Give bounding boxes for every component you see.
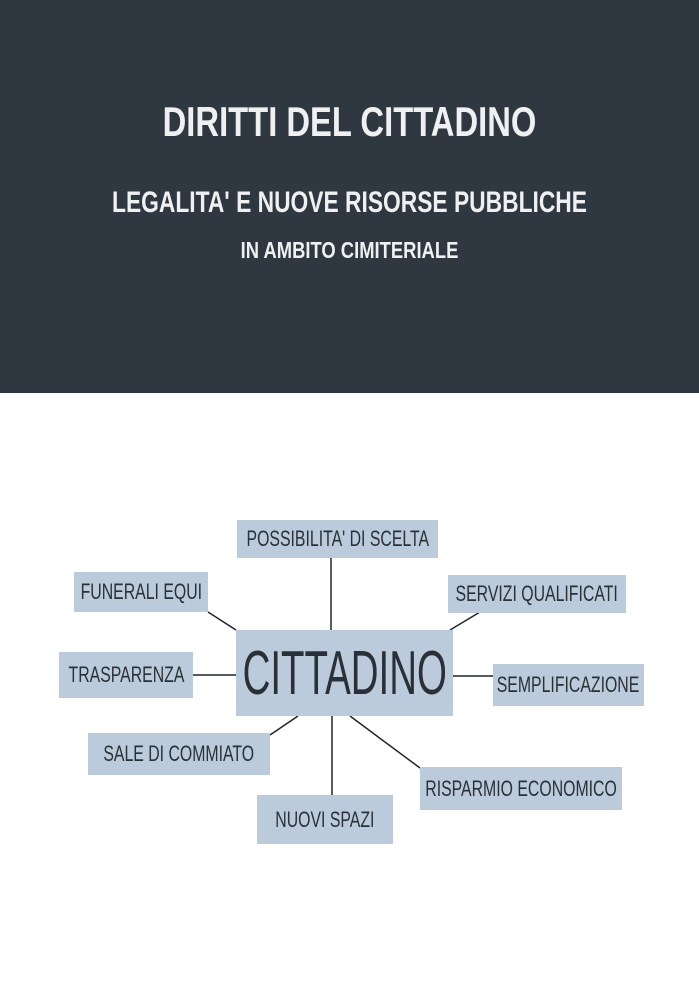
node-risparmio-economico <box>420 767 622 810</box>
node-label: FUNERALI EQUI <box>80 579 202 604</box>
node-possibilita-di-scelta <box>237 520 438 558</box>
node-nuovi-spazi <box>257 795 393 844</box>
node-label: TRASPARENZA <box>68 662 184 687</box>
node-funerali-equi <box>74 572 208 612</box>
page-title: DIRITTI DEL CITTADINO <box>162 98 537 145</box>
node-label: NUOVI SPAZI <box>275 806 375 832</box>
node-label: RISPARMIO ECONOMICO <box>425 775 617 801</box>
node-label: SEMPLIFICAZIONE <box>497 672 640 697</box>
connector-sale <box>270 716 298 735</box>
node-label: POSSIBILITA' DI SCELTA <box>246 526 429 551</box>
page-subtitle: LEGALITA' E NUOVE RISORSE PUBBLICHE <box>112 186 587 219</box>
node-trasparenza <box>59 652 193 698</box>
center-label: CITTADINO <box>242 638 447 708</box>
page-subtitle-secondary: IN AMBITO CIMITERIALE <box>240 237 459 263</box>
connector-funerali <box>208 612 236 630</box>
node-sale-di-commiato <box>88 733 270 775</box>
node-label: SERVIZI QUALIFICATI <box>455 581 619 606</box>
node-label: SALE DI COMMIATO <box>103 741 255 766</box>
node-semplificazione <box>493 664 644 706</box>
connector-servizi <box>450 612 480 630</box>
node-center-cittadino <box>236 630 453 716</box>
connector-risparmio <box>350 716 420 768</box>
node-servizi-qualificati <box>448 575 626 613</box>
